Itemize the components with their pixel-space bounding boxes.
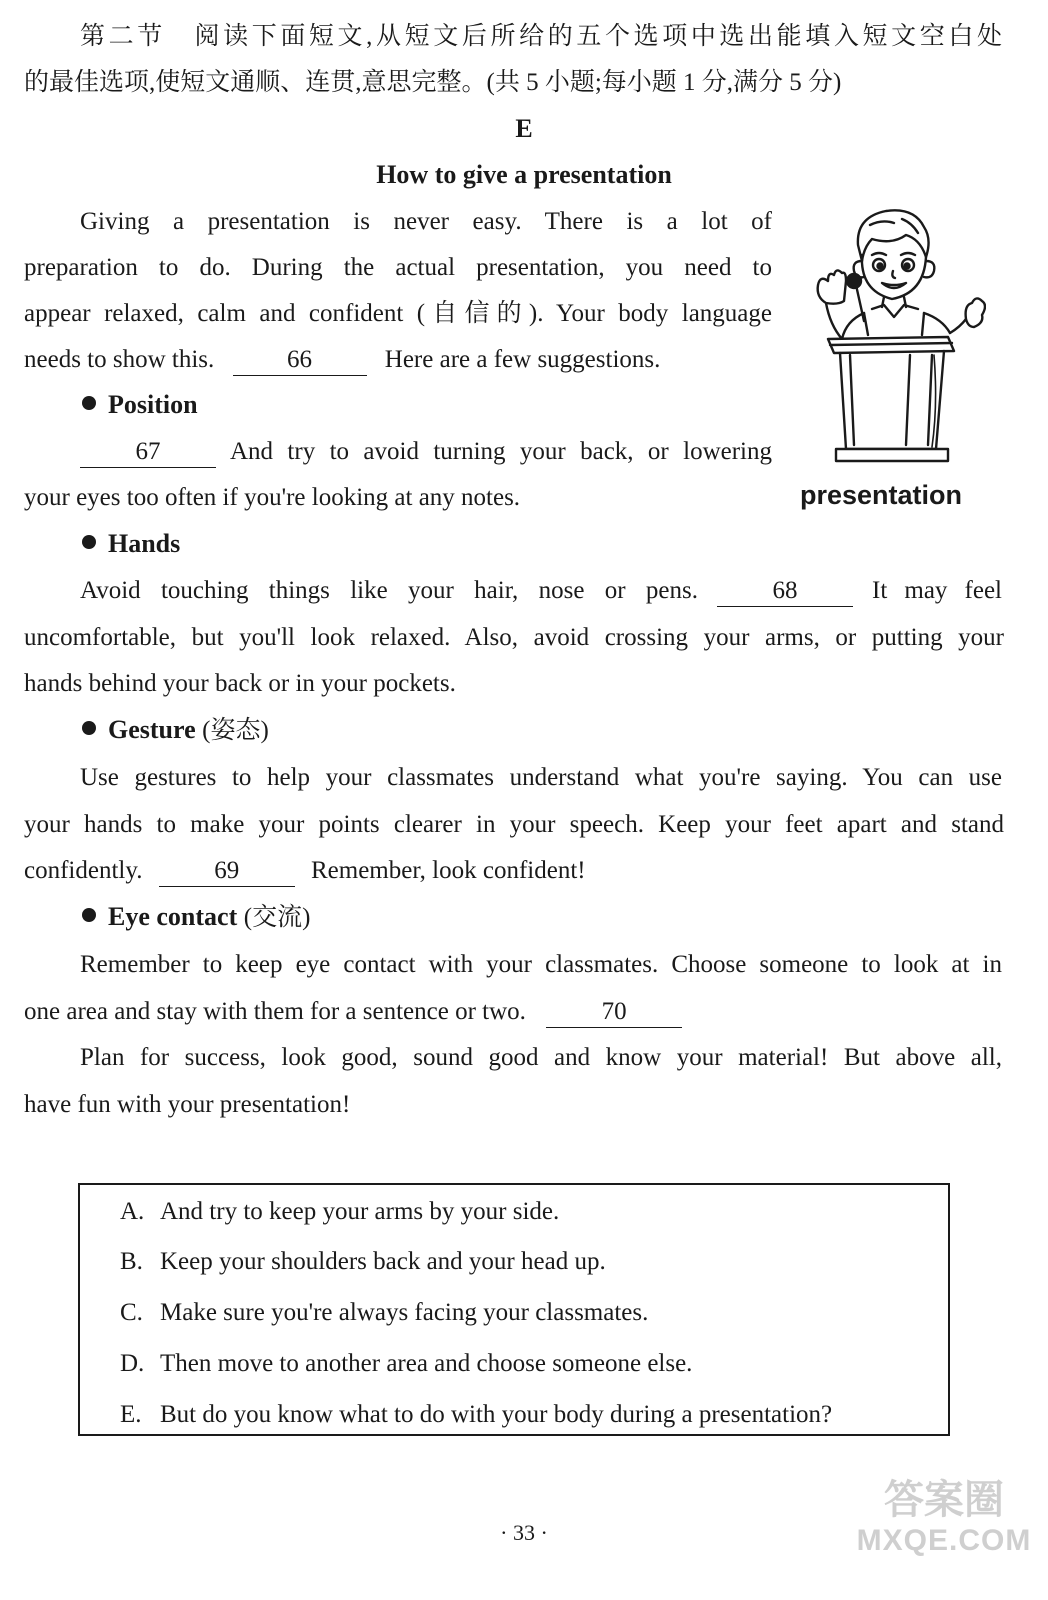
blank-68: 68	[717, 576, 853, 607]
position-line-2: your eyes too often if you're looking at any notes.	[24, 484, 521, 511]
heading-hands-text: Hands	[108, 529, 181, 558]
option-letter: D.	[120, 1350, 145, 1377]
eye-text-a: one area and stay with them for a sentence or two.	[24, 998, 526, 1025]
heading-gesture-cn: (姿态)	[202, 717, 269, 744]
position-text-1: And try to avoid turning your back, or lowering	[230, 438, 772, 465]
option-c	[120, 1298, 648, 1328]
intro-text-a: needs to show this.	[24, 346, 215, 373]
option-text: Then move to another area and choose someone else.	[160, 1350, 693, 1377]
option-text: But do you know what to do with your body during a presentation?	[160, 1401, 833, 1428]
eye-line-1: Remember to keep eye contact with your classmates. Choose someone to look at in	[80, 951, 1002, 978]
watermark-logo	[846, 1476, 1042, 1558]
presenter-drawing	[806, 205, 986, 475]
option-text: Make sure you're always facing your classmates.	[160, 1299, 649, 1326]
option-letter: C.	[120, 1299, 143, 1326]
gesture-line-1: Use gestures to help your classmates understand what you're saying. You can use	[80, 764, 1002, 791]
position-line-1	[80, 437, 772, 468]
intro-line-2: preparation to do. During the actual presentation, you need to	[24, 254, 772, 281]
bullet-icon	[82, 535, 96, 549]
hands-line-1	[80, 576, 1002, 607]
page-number: · 33 ·	[500, 1520, 548, 1545]
gesture-text-b: Remember, look confident!	[310, 857, 586, 884]
option-a	[120, 1197, 559, 1227]
blank-67: 67	[80, 437, 216, 468]
bullet-icon	[82, 396, 96, 410]
blank-70: 70	[546, 997, 682, 1028]
blank-69: 69	[159, 856, 295, 887]
hands-line-2: uncomfortable, but you'll look relaxed. Also, avoid crossing your arms, or putting your	[24, 624, 1004, 651]
heading-hands	[82, 529, 180, 559]
option-letter: A.	[120, 1198, 145, 1225]
option-d	[120, 1349, 692, 1379]
heading-eye-cn: (交流)	[243, 904, 311, 931]
option-letter: E.	[120, 1401, 142, 1428]
heading-position-text: Position	[108, 390, 198, 419]
closing-line-1: Plan for success, look good, sound good and know your material! But above all,	[80, 1044, 1002, 1071]
gesture-line-2: your hands to make your points clearer in your speech. Keep your feet apart and stand	[24, 811, 1004, 838]
heading-gesture	[82, 715, 269, 746]
heading-gesture-text: Gesture	[108, 715, 196, 744]
instruction-line-2: 的最佳选项,使短文通顺、连贯,意思完整。(共 5 小题;每小题 1 分,满分 5 分)	[24, 69, 842, 96]
bullet-icon	[82, 908, 96, 922]
bullet-icon	[82, 721, 96, 735]
option-b	[120, 1247, 606, 1277]
eye-line-2	[24, 997, 682, 1028]
heading-eye-contact	[82, 902, 310, 933]
watermark-top: 答案圈	[884, 1477, 1004, 1523]
options-box	[78, 1183, 950, 1436]
option-text: And try to keep your arms by your side.	[160, 1198, 560, 1225]
passage-title: How to give a presentation	[376, 160, 672, 189]
hands-text-b: It may feel	[872, 577, 1002, 604]
presenter-illustration	[806, 205, 986, 475]
blank-66: 66	[233, 345, 367, 376]
heading-eye-text: Eye contact	[108, 902, 238, 931]
instruction-line-1: 第二节 阅读下面短文,从短文后所给的五个选项中选出能填入短文空白处	[80, 23, 1002, 50]
hands-text-a: Avoid touching things like your hair, nose or pens.	[80, 577, 698, 604]
option-e	[120, 1400, 832, 1430]
intro-line-3: appear relaxed, calm and confident (自信的). Your body language	[24, 300, 772, 327]
hands-line-3: hands behind your back or in your pockets.	[24, 670, 456, 697]
intro-line-1: Giving a presentation is never easy. There is a lot of	[80, 208, 772, 235]
intro-text-b: Here are a few suggestions.	[384, 346, 661, 373]
gesture-text-a: confidently.	[24, 857, 143, 884]
illustration-caption: presentation	[800, 480, 963, 510]
intro-line-4	[24, 345, 660, 376]
option-text: Keep your shoulders back and your head up.	[160, 1248, 606, 1275]
option-letter: B.	[120, 1248, 143, 1275]
watermark-bottom: MXQE.COM	[856, 1524, 1032, 1557]
passage-label: E	[515, 114, 533, 143]
closing-line-2: have fun with your presentation!	[24, 1091, 351, 1118]
gesture-line-3	[24, 856, 586, 887]
heading-position	[82, 390, 198, 420]
